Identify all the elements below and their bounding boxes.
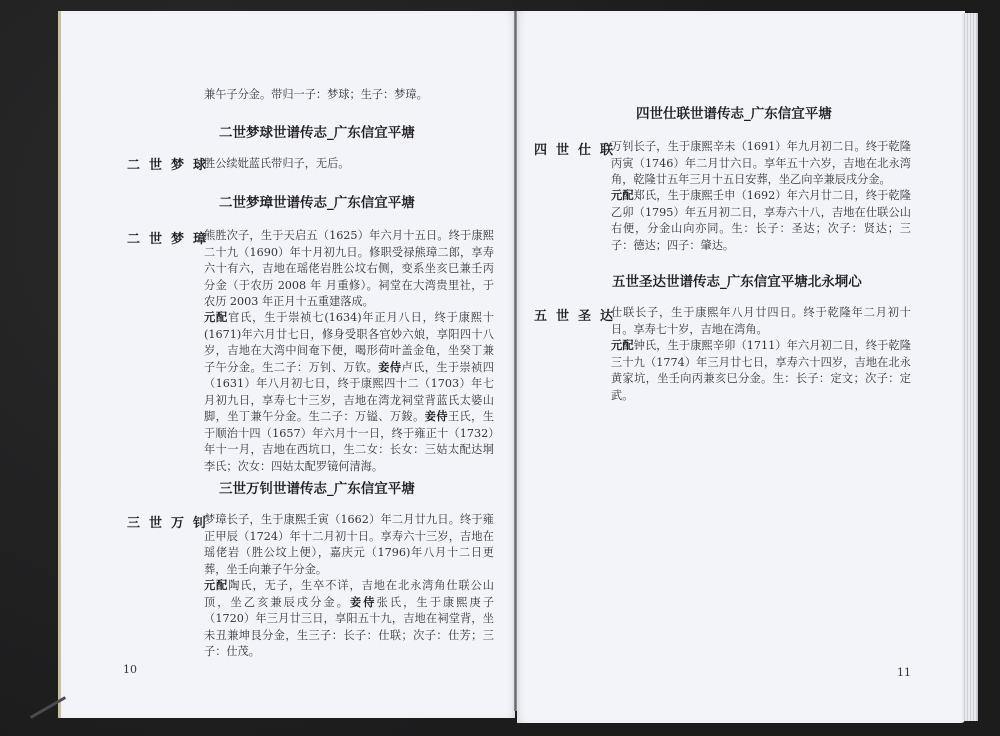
spouse-paragraph: [611, 338, 911, 404]
entry-body: [611, 305, 911, 338]
page-number: 10: [123, 663, 137, 676]
entry-body: [611, 139, 911, 189]
spouse-paragraph: [204, 310, 494, 475]
spouse-label: 元配: [611, 339, 634, 352]
spouse-text: 郑氏，生于康熙壬申（1692）年六月廿二日，终于乾隆乙卯（1795）年五月初二日，享寿六十八，吉地在仕联公山右便，分金山向亦同。生：长子：圣达；次子：贤达；三子：德达；四子：肇达。: [611, 189, 911, 252]
entry-body: [204, 512, 494, 578]
entry-body-text: 仕联长子，生于康熙年八月廿四日。终于乾隆年二月初十日。享寿七十岁，吉地在湾角。: [611, 306, 911, 336]
left-page: [58, 11, 515, 718]
spouse-text: 陶氏，无子，生卒不详，吉地在北永湾角仕联公山顶，坐乙亥兼辰戌分金。: [204, 579, 494, 609]
spouse-text: 官氏，生于崇祯七(1634)年正月八日，终于康熙十(1671)年六月廿七日，修身受职各官妙六娘，享阳四十八岁，吉地在大湾中间奄下便，喝形荷叶盖金龟，坐癸丁兼子午分金。生二子：万钊、万钦。: [204, 311, 494, 374]
spouse-text: 卢氏，生于崇祯四（1631）年八月初七日，终于康熙四十二（1703）年七月初九日，享寿七十三岁，吉地在湾龙祠堂背蓝氏太婆山脚，坐丁兼午分金。生二子：万镒、万鋑。: [204, 360, 494, 423]
page-stack-edges: [962, 13, 978, 721]
entry-body-text: 熊胜次子，生于天启五（1625）年六月十五日。终于康熙二十九（1690）年十月初九日。修职受禄熊璋二郎，享寿六十有六，吉地在瑶佬岩胜公坟右侧，变系坐亥巳兼壬丙分金（于农历 2008 年 月重修）。祠堂在大湾贵里社，于农历 2003 年正月十五重建落成。: [204, 229, 494, 308]
entry-body-text: 万钊长子，生于康熙辛未（1691）年九月初二日。终于乾隆丙寅（1746）年二月廿六日。享年五十六岁，吉地在北永湾角，乾隆廿五年三月十五日安葬，坐乙向辛兼辰戌分金。: [611, 140, 911, 186]
right-page: [517, 11, 965, 723]
spouse-label: 元配: [611, 189, 634, 202]
entry-label: 二世梦球: [127, 158, 216, 173]
spouse-text: 张氏，生于康熙庚子（1720）年三月廿三日，享阳五十九，吉地在祠堂背，坐未丑兼坤艮分金，生三子：长子：仕联；次子：仕芳；三子：仕茂。: [204, 595, 494, 658]
entry-label: 五世圣达: [534, 309, 623, 324]
spouse-text: 王氏，生于顺治十四（1657）年六月十一日，终于雍正十（1732）年十一月，吉地在西坑口，生二女：长女：三姑太配达垌李氏；次女：四姑太配罗镜何清海。: [204, 410, 494, 473]
spouse-label: 元配: [204, 311, 229, 324]
spouse-paragraph: [204, 578, 494, 661]
spouse-label: 妾侍: [424, 410, 448, 423]
section-heading: 二世梦球世谱传志_广东信宜平塘: [219, 125, 415, 141]
spouse-label: 妾侍: [350, 595, 377, 609]
entry-label: 三世万钊: [127, 516, 216, 531]
continuation-line: 兼午子分金。带归一子：梦球；生子：梦璋。: [204, 88, 428, 101]
page-number: 11: [897, 666, 911, 679]
spouse-paragraph: [611, 188, 911, 254]
section-heading: 二世梦璋世谱传志_广东信宜平塘: [219, 195, 415, 211]
entry-body-text: 梦璋长子，生于康熙壬寅（1662）年二月廿九日。终于雍正甲辰（1724）年十二月初十日。享寿六十三岁，吉地在瑶佬岩（胜公坟上便），嘉庆元（1796)年八月十二日更葬，坐壬向兼子午分金。: [204, 513, 494, 576]
entry-body: 胜公续妣蓝氏带归子，无后。: [204, 157, 350, 170]
spouse-label: 元配: [204, 579, 229, 592]
section-heading: 四世仕联世谱传志_广东信宜平塘: [636, 106, 832, 122]
spouse-label: 妾侍: [378, 360, 402, 374]
entry-body: [204, 228, 494, 311]
entry-label: 四世仕联: [534, 143, 623, 158]
section-heading: 三世万钊世谱传志_广东信宜平塘: [219, 481, 415, 497]
section-heading: 五世圣达世谱传志_广东信宜平塘北永垌心: [612, 274, 862, 290]
entry-label: 二世梦璋: [127, 232, 216, 247]
spouse-text: 钟氏，生于康熙辛卯（1711）年六月初二日，终于乾隆三十九（1774）年三月廿七日，享寿六十四岁，吉地在北永黄家坑，坐壬向丙兼亥巳分金。生：长子：定文；次子：定武。: [611, 339, 911, 402]
